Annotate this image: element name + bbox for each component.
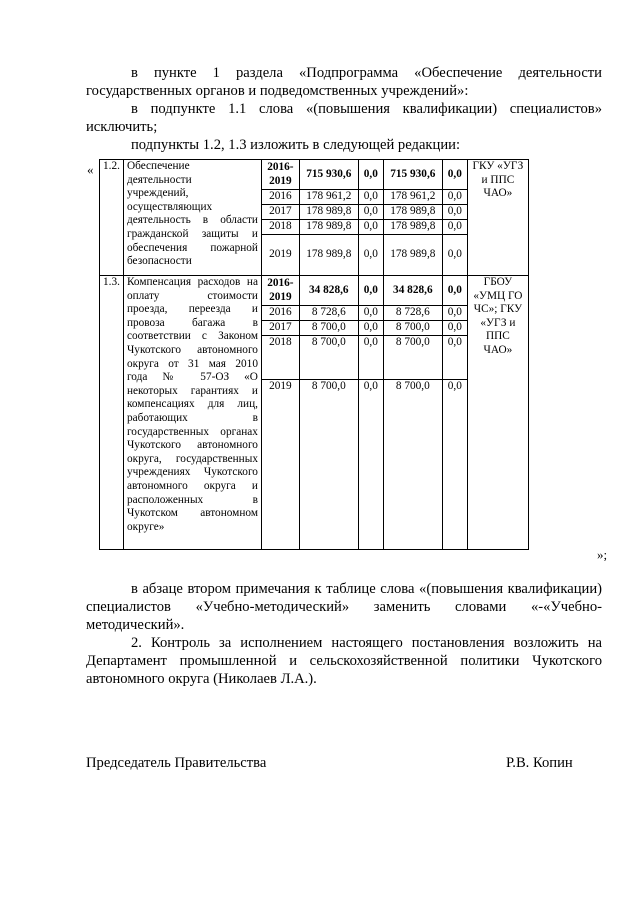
value-cell: 0,0 bbox=[358, 306, 383, 321]
year-cell: 2018 bbox=[261, 336, 299, 380]
value-cell: 0,0 bbox=[442, 235, 467, 276]
value-cell: 0,0 bbox=[442, 190, 467, 205]
value-cell: 8 700,0 bbox=[383, 321, 442, 336]
value-cell: 8 700,0 bbox=[299, 336, 358, 380]
year-cell: 2019 bbox=[261, 235, 299, 276]
paragraph-subitems-intro: подпункты 1.2, 1.3 изложить в следующей редакции: bbox=[131, 137, 460, 153]
signatory-title: Председатель Правительства bbox=[86, 755, 267, 771]
table-close-quote: »; bbox=[597, 547, 608, 562]
value-cell: 0,0 bbox=[358, 380, 383, 550]
value-cell: 178 989,8 bbox=[299, 235, 358, 276]
value-cell: 8 700,0 bbox=[299, 380, 358, 550]
item-name-line: проезда, переезда и bbox=[126, 303, 258, 316]
value-cell: 0,0 bbox=[358, 160, 383, 190]
value-cell: 0,0 bbox=[358, 321, 383, 336]
item-name-line: округа от 31 мая 2010 bbox=[126, 357, 258, 370]
period-cell: 2016-2019 bbox=[261, 160, 299, 190]
period-cell: 2016-2019 bbox=[261, 276, 299, 306]
item-name-line: учреждениях Чукотского bbox=[126, 466, 258, 479]
item-name-line: расположенных в bbox=[126, 493, 258, 506]
item-name-line: Чукотского автономного bbox=[126, 439, 258, 452]
paragraph-control: 2. Контроль за исполнением настоящего постановления возложить на Департамент промышленной и сельскохозяйственной политики Чукотского автономного округа (Николаев Л.А.). bbox=[86, 635, 602, 687]
paragraph-subitem-1-1: в подпункте 1.1 слова «(повышения квалификации) специалистов» исключить; bbox=[86, 101, 602, 135]
item-name-line: соответствии с Законом bbox=[126, 330, 258, 343]
item-name-line: оплату стоимости bbox=[126, 289, 258, 302]
table-row bbox=[100, 160, 529, 190]
value-cell: 0,0 bbox=[358, 220, 383, 235]
value-cell: 178 989,8 bbox=[299, 220, 358, 235]
table-open-quote: « bbox=[87, 162, 94, 177]
year-cell: 2016 bbox=[261, 306, 299, 321]
year-cell: 2017 bbox=[261, 205, 299, 220]
value-cell: 0,0 bbox=[442, 220, 467, 235]
item-name-line: округа, государственных bbox=[126, 452, 258, 465]
value-cell: 0,0 bbox=[442, 160, 467, 190]
value-cell: 0,0 bbox=[442, 276, 467, 306]
value-cell: 0,0 bbox=[358, 190, 383, 205]
item-name-line: осуществляющих bbox=[126, 200, 213, 213]
item-name-line: гражданской защиты и bbox=[126, 227, 258, 240]
item-name-line: государственных органах bbox=[126, 425, 258, 438]
value-cell: 8 728,6 bbox=[299, 306, 358, 321]
item-name bbox=[123, 276, 261, 550]
item-name-line: деятельность в области bbox=[126, 214, 258, 227]
paragraph-section-1: в пункте 1 раздела «Подпрограмма «Обеспечение деятельности государственных органов и подведомственных учреждений»: bbox=[86, 65, 602, 99]
value-cell: 0,0 bbox=[442, 336, 467, 380]
responsible-org: ГБОУ «УМЦ ГО ЧС»; ГКУ «УГЗ и ППС ЧАО» bbox=[467, 276, 528, 550]
item-name-line: Обеспечение bbox=[126, 160, 190, 172]
value-cell: 8 700,0 bbox=[299, 321, 358, 336]
item-name-line: автономного округа и bbox=[126, 479, 258, 492]
item-name-line: работающих в bbox=[126, 411, 258, 424]
value-cell: 178 961,2 bbox=[383, 190, 442, 205]
value-cell: 34 828,6 bbox=[383, 276, 442, 306]
item-name-text bbox=[127, 160, 258, 269]
item-name-line: учреждений, bbox=[126, 187, 189, 200]
value-cell: 0,0 bbox=[442, 321, 467, 336]
total-cell: 715 930,6 bbox=[299, 160, 358, 190]
item-name-line: Чукотском автономном bbox=[126, 507, 258, 520]
paragraph-note-amendment: в абзаце втором примечания к таблице слова «(повышения квалификации) специалистов «Учебно-методический» заменить словами «-«Учебно-методический». bbox=[86, 581, 602, 633]
responsible-org: ГКУ «УГЗ и ППС ЧАО» bbox=[467, 160, 528, 276]
signatory-name: Р.В. Копин bbox=[506, 755, 573, 771]
value-cell: 178 989,8 bbox=[383, 235, 442, 276]
value-cell: 178 989,8 bbox=[383, 220, 442, 235]
item-name-line: округе» bbox=[126, 520, 165, 533]
item-name-line: Компенсация расходов на bbox=[126, 276, 258, 288]
value-cell: 0,0 bbox=[442, 205, 467, 220]
year-cell: 2019 bbox=[261, 380, 299, 550]
table-row bbox=[100, 276, 529, 306]
value-cell: 0,0 bbox=[442, 380, 467, 550]
item-name-line: обеспечения пожарной bbox=[126, 241, 258, 254]
item-name-line: безопасности bbox=[126, 255, 192, 268]
value-cell: 0,0 bbox=[358, 276, 383, 306]
value-cell: 178 989,8 bbox=[299, 205, 358, 220]
value-cell: 0,0 bbox=[358, 235, 383, 276]
item-number: 1.2. bbox=[100, 160, 124, 276]
item-name-text bbox=[127, 276, 258, 534]
year-cell: 2016 bbox=[261, 190, 299, 205]
item-number: 1.3. bbox=[100, 276, 124, 550]
value-cell: 0,0 bbox=[358, 336, 383, 380]
value-cell: 178 989,8 bbox=[383, 205, 442, 220]
item-name bbox=[123, 160, 261, 276]
item-name-line: некоторых гарантиях и bbox=[126, 384, 258, 397]
value-cell: 0,0 bbox=[442, 306, 467, 321]
value-cell: 0,0 bbox=[358, 205, 383, 220]
value-cell: 8 700,0 bbox=[383, 336, 442, 380]
item-name-line: деятельности bbox=[126, 173, 192, 186]
item-name-line: провоза багажа в bbox=[126, 316, 258, 329]
year-cell: 2018 bbox=[261, 220, 299, 235]
value-cell: 8 728,6 bbox=[383, 306, 442, 321]
value-cell: 8 700,0 bbox=[383, 380, 442, 550]
value-cell: 178 961,2 bbox=[299, 190, 358, 205]
subprogram-table bbox=[99, 159, 529, 550]
item-name-line: Чукотского автономного bbox=[126, 343, 258, 356]
total-cell: 34 828,6 bbox=[299, 276, 358, 306]
item-name-line: компенсациях для лиц, bbox=[126, 398, 258, 411]
item-name-line: года № 57-ОЗ «О bbox=[126, 371, 258, 384]
value-cell: 715 930,6 bbox=[383, 160, 442, 190]
year-cell: 2017 bbox=[261, 321, 299, 336]
